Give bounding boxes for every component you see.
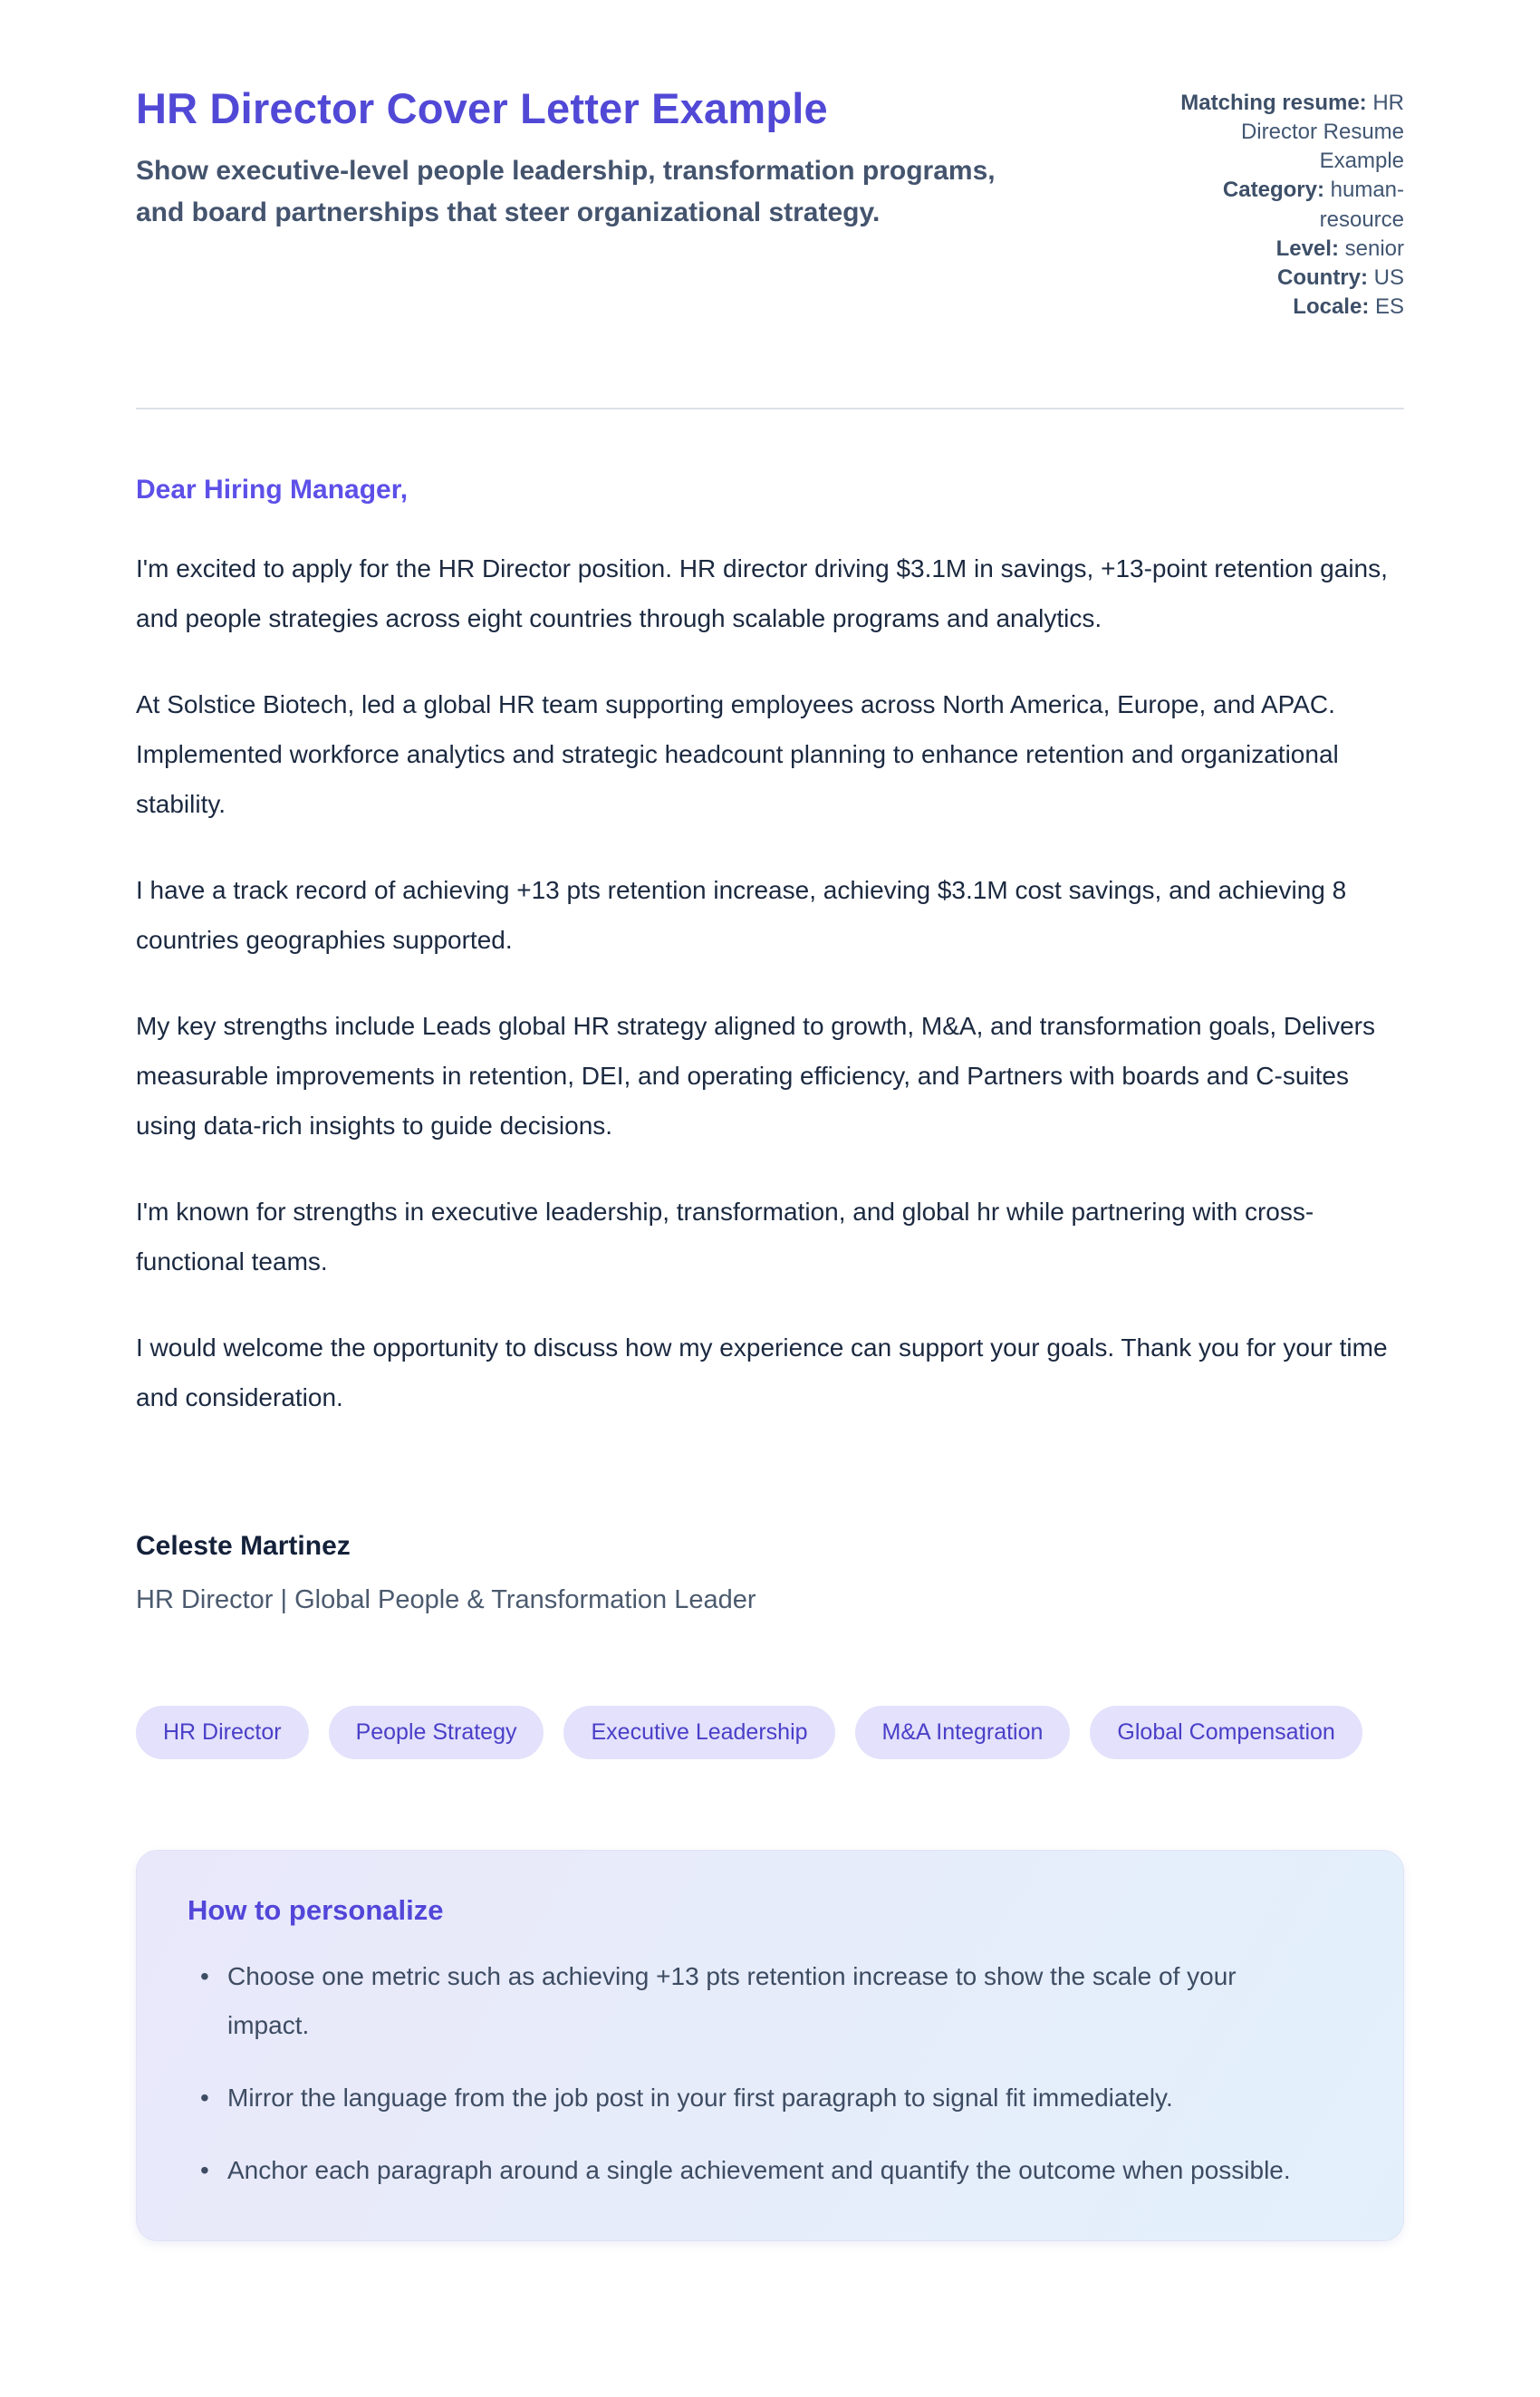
letter-paragraph: I would welcome the opportunity to discuss how my experience can support your goals. Thank you for your time and consideration. xyxy=(136,1333,1388,1412)
letter-paragraph: My key strengths include Leads global HR strategy aligned to growth, M&A, and transformation goals, Delivers measurable improvements in retention, DEI, and operating efficiency, and Partners with boards and C-suites using data-rich insights to guide decisions. xyxy=(136,1012,1376,1141)
meta-level-label: Level: xyxy=(1275,236,1339,261)
letter-paragraph: At Solstice Biotech, led a global HR team supporting employees across North America, Europe, and APAC. Implemented workforce analytics and strategic headcount planning to enhance retention and organizational stability. xyxy=(136,690,1339,819)
meta-category xyxy=(1150,176,1404,234)
tips-list-item: • Mirror the language from the job post in your first paragraph to signal fit immediately. xyxy=(188,2074,1320,2123)
letter-paragraph: I'm excited to apply for the HR Director position. HR director driving $3.1M in savings, +13-point retention gains, and people strategies across eight countries through scalable programs and analytics. xyxy=(136,554,1388,633)
tips-list-item: • Anchor each paragraph around a single achievement and quantify the outcome when possible. xyxy=(188,2146,1320,2195)
tips-list-item: • Choose one metric such as achieving +13 pts retention increase to show the scale of your impact. xyxy=(188,1952,1320,2050)
meta-matching-resume-label: Matching resume: xyxy=(1180,91,1367,115)
tag-pill-executive-leadership[interactable]: Executive Leadership xyxy=(563,1706,834,1759)
meta-locale-label: Locale: xyxy=(1293,294,1370,320)
meta-category-label: Category: xyxy=(1222,178,1324,203)
page-header xyxy=(136,83,1404,322)
tips-list xyxy=(188,1952,1352,2195)
page-subtitle: Show executive-level people leadership, transformation programs, and board partnerships that steer organizational strategy. xyxy=(136,156,996,228)
letter-paragraph: I'm known for strengths in executive leadership, transformation, and global hr while partnering with cross-functional teams. xyxy=(136,1198,1314,1276)
meta-locale-value: ES xyxy=(1374,294,1404,320)
tag-pill-ma-integration[interactable]: M&A Integration xyxy=(855,1706,1071,1759)
tag-pill-row xyxy=(136,1706,1404,1759)
resume-meta-block xyxy=(1150,83,1404,322)
meta-locale xyxy=(1150,293,1404,322)
cover-letter-body xyxy=(136,475,1404,1615)
tag-pill-global-compensation[interactable]: Global Compensation xyxy=(1090,1706,1362,1759)
meta-country-label: Country: xyxy=(1277,265,1368,290)
meta-category-value: human-resource xyxy=(1319,178,1404,232)
tips-card-title: How to personalize xyxy=(188,1894,444,1927)
meta-country xyxy=(1150,264,1404,293)
cover-letter-page xyxy=(136,0,1404,2241)
meta-level xyxy=(1150,235,1404,264)
meta-matching-resume-value: HR Director Resume Example xyxy=(1240,91,1404,174)
meta-country-value: US xyxy=(1373,265,1404,290)
tag-pill-people-strategy[interactable]: People Strategy xyxy=(329,1706,544,1759)
signature-name: Celeste Martinez xyxy=(136,1531,351,1562)
page-title: HR Director Cover Letter Example xyxy=(136,84,828,132)
header-title-block xyxy=(136,83,1114,234)
letter-greeting: Dear Hiring Manager, xyxy=(136,475,409,505)
letter-paragraph: I have a track record of achieving +13 pts retention increase, achieving $3.1M cost savings, and achieving 8 countries geographies supported. xyxy=(136,876,1347,955)
signature-role: HR Director | Global People & Transformation Leader xyxy=(136,1585,756,1615)
header-divider xyxy=(136,408,1404,409)
meta-level-value: senior xyxy=(1344,236,1404,261)
tag-pill-hr-director[interactable]: HR Director xyxy=(136,1706,309,1759)
meta-matching-resume xyxy=(1150,89,1404,176)
how-to-personalize-card xyxy=(136,1850,1404,2241)
